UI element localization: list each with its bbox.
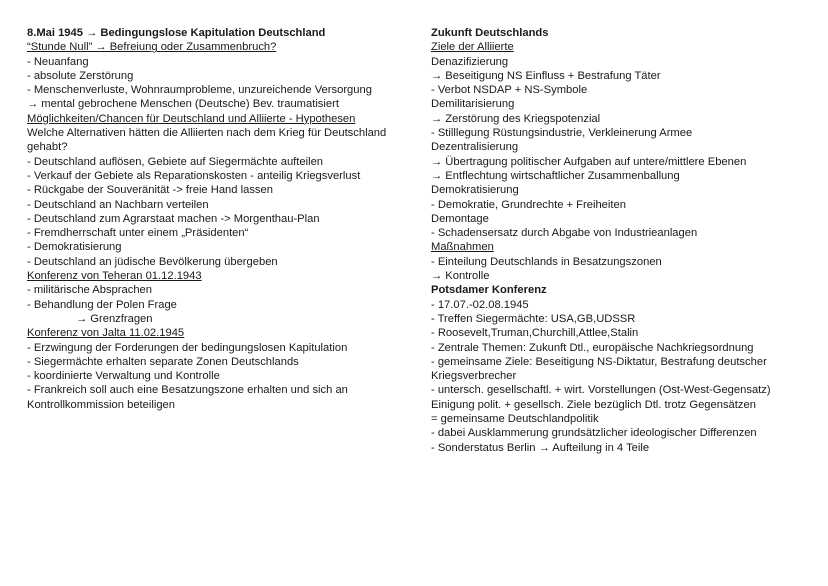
list-item: - Erzwingung der Forderungen der bedingungslosen Kapitulation	[27, 341, 348, 354]
list-item: - Schadensersatz durch Abgabe von Industrieanlagen	[431, 227, 698, 240]
potsdam-heading: Potsdamer Konferenz	[431, 284, 547, 297]
list-item: - Demokratisierung	[27, 241, 122, 254]
stunde-null-question: “Stunde Null” → Befreiung oder Zusammenbruch?	[27, 41, 277, 54]
list-item: → Beseitigung NS Einfluss + Bestrafung Täter	[431, 69, 661, 82]
list-item: - Treffen Siegermächte: USA,GB,UDSSR	[431, 312, 636, 325]
list-item: = gemeinsame Deutschlandpolitik	[431, 413, 599, 426]
list-item: - militärische Absprachen	[27, 284, 152, 297]
massnahmen-heading: Maßnahmen	[431, 241, 494, 254]
list-item: - Sonderstatus Berlin → Aufteilung in 4 Teile	[431, 441, 650, 454]
list-item: - dabei Ausklammerung grundsätzlicher ideologischer Differenzen	[431, 427, 757, 440]
list-item: - Verkauf der Gebiete als Reparationskosten - anteilig Kriegsverlust	[27, 169, 361, 182]
list-item: - Deutschland an jüdische Bevölkerung übergeben	[27, 255, 278, 268]
list-item: - gemeinsame Ziele: Beseitigung NS-Diktatur, Bestrafung deutscher Kriegsverbrecher	[431, 355, 767, 383]
list-item: - untersch. gesellschaftl. + wirt. Vorstellungen (Ost-West-Gegensatz)	[431, 384, 771, 397]
list-item: → Kontrolle	[431, 270, 490, 283]
list-item: - Deutschland an Nachbarn verteilen	[27, 198, 209, 211]
list-item: Dezentralisierung	[431, 141, 519, 154]
chancen-question: Welche Alternativen hätten die Alliierten nach dem Krieg für Deutschland gehabt?	[27, 127, 387, 154]
list-item: - Menschenverluste, Wohnraumprobleme, unzureichende Versorgung	[27, 84, 372, 97]
list-item: → Übertragung politischer Aufgaben auf untere/mittlere Ebenen	[431, 155, 747, 168]
list-item: - Neuanfang	[27, 55, 89, 68]
zukunft-heading: Zukunft Deutschlands	[431, 27, 549, 39]
list-item: - Behandlung der Polen Frage	[27, 298, 177, 311]
list-item: Einigung polit. + gesellsch. Ziele bezüglich Dtl. trotz Gegensätzen	[431, 398, 756, 411]
chancen-heading: Möglichkeiten/Chancen für Deutschland und Alliierte - Hypothesen	[27, 112, 356, 125]
jalta-heading: Konferenz von Jalta 11.02.1945	[27, 327, 185, 340]
list-item: → mental gebrochene Menschen (Deutsche) Bev. traumatisiert	[27, 98, 339, 111]
list-item: - Verbot NSDAP + NS-Symbole	[431, 84, 588, 97]
list-item: Demokratisierung	[431, 184, 519, 197]
left-column	[27, 26, 387, 412]
list-item: - Deutschland zum Agrarstaat machen -> Morgenthau-Plan	[27, 212, 320, 225]
right-column	[431, 26, 803, 455]
teheran-heading: Konferenz von Teheran 01.12.1943	[27, 270, 202, 283]
list-item: Denazifizierung	[431, 55, 509, 68]
list-item: - Rückgabe der Souveränität -> freie Hand lassen	[27, 184, 273, 197]
list-item: - Stilllegung Rüstungsindustrie, Verkleinerung Armee	[431, 127, 693, 140]
list-item: → Zerstörung des Kriegspotenzial	[431, 112, 601, 125]
list-item: - Siegermächte erhalten separate Zonen Deutschlands	[27, 355, 299, 368]
list-item: - Zentrale Themen: Zukunft Dtl., europäische Nachkriegsordnung	[431, 341, 754, 354]
list-item: - Deutschland auflösen, Gebiete auf Siegermächte aufteilen	[27, 155, 324, 168]
list-item: - Frankreich soll auch eine Besatzungszone erhalten und sich an Kontrollkommission beteiligen	[27, 384, 348, 411]
list-item: - koordinierte Verwaltung und Kontrolle	[27, 370, 220, 383]
ziele-heading: Ziele der Alliierte	[431, 41, 514, 54]
list-item: Demilitarisierung	[431, 98, 515, 111]
list-item: - Roosevelt,Truman,Churchill,Attlee,Stalin	[431, 327, 639, 340]
list-item: Demontage	[431, 212, 489, 225]
list-item: - 17.07.-02.08.1945	[431, 298, 529, 311]
list-item: - Einteilung Deutschlands in Besatzungszonen	[431, 255, 662, 268]
list-item: - Fremdherrschaft unter einem „Präsidenten“	[27, 227, 249, 240]
teheran-subitem: → Grenzfragen	[76, 312, 153, 325]
list-item: → Entflechtung wirtschaftlicher Zusammenballung	[431, 169, 680, 182]
list-item: - absolute Zerstörung	[27, 69, 134, 82]
main-heading: 8.Mai 1945 → Bedingungslose Kapitulation Deutschland	[27, 27, 326, 39]
list-item: - Demokratie, Grundrechte + Freiheiten	[431, 198, 626, 211]
